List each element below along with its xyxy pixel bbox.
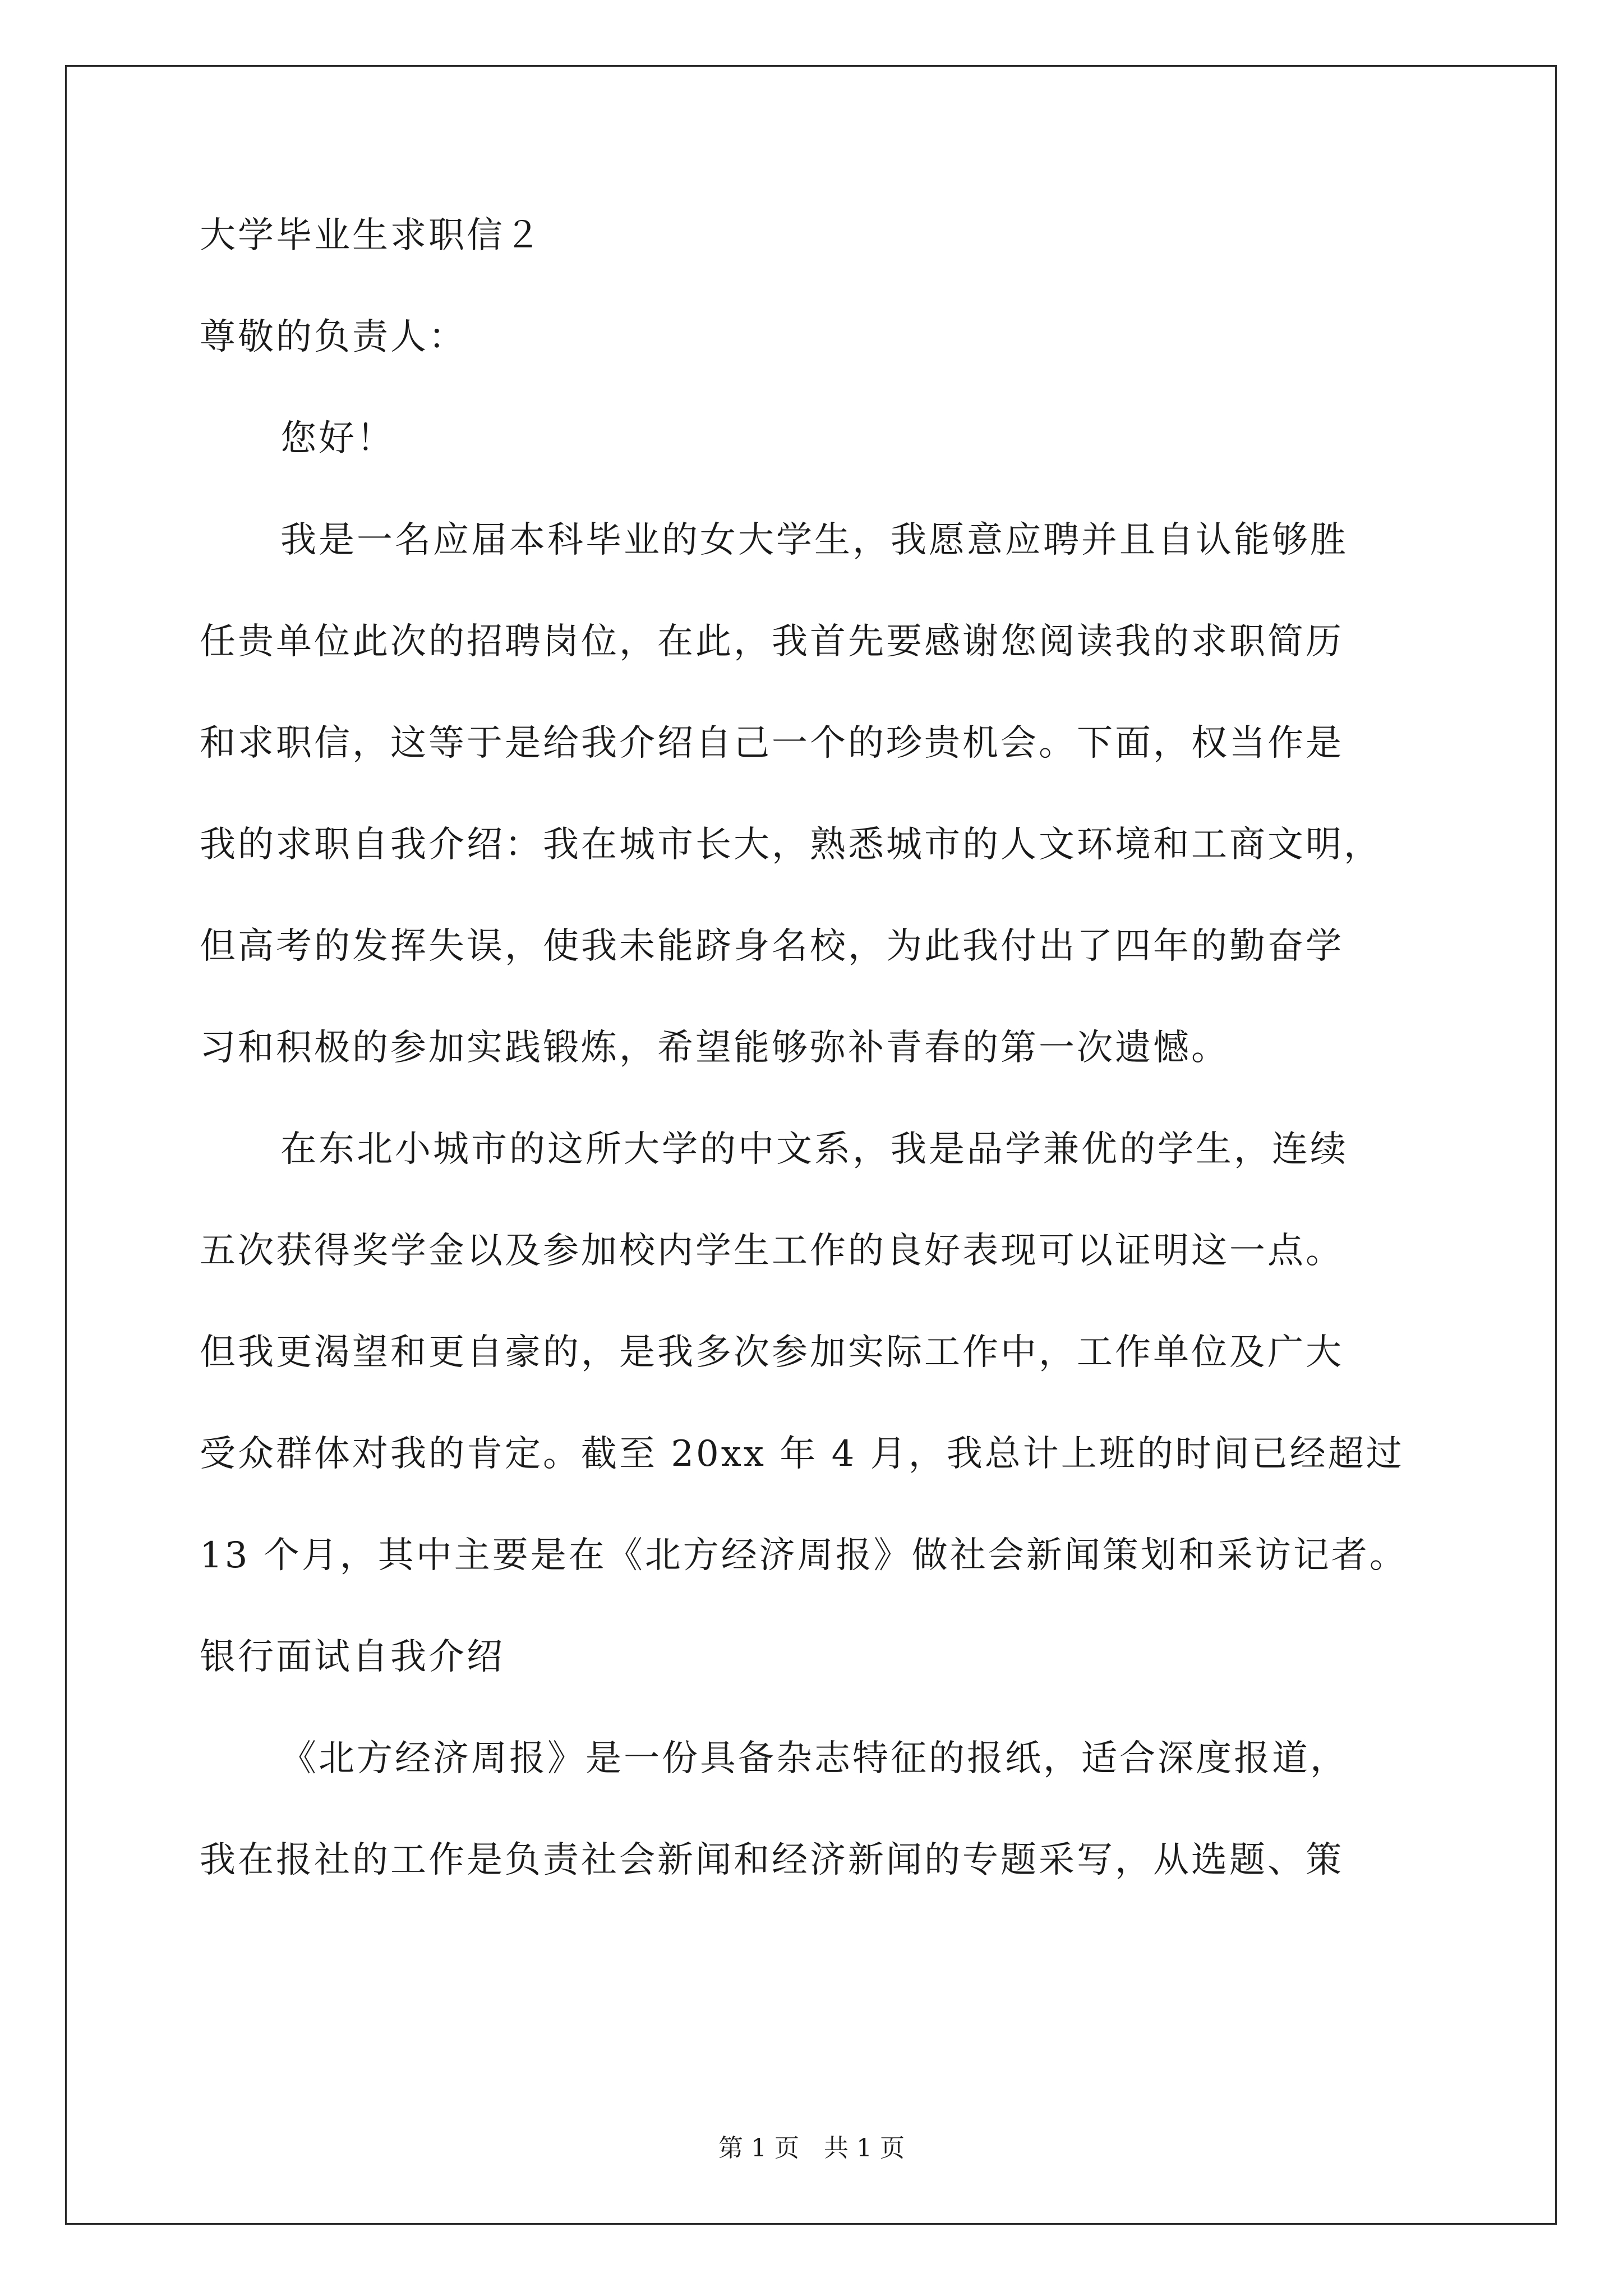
- text-line: 受众群体对我的肯定。截至 20xx 年 4 月，我总计上班的时间已经超过: [200, 1433, 1404, 1475]
- text-line: 我的求职自我介绍：我在城市长大，熟悉城市的人文环境和工商文明，: [200, 824, 1382, 866]
- greeting: 您好！: [280, 418, 395, 459]
- document-title: 大学毕业生求职信２: [200, 215, 543, 256]
- text-line: 但高考的发挥失误，使我未能跻身名校，为此我付出了四年的勤奋学: [200, 926, 1344, 967]
- text-line: 我在报社的工作是负责社会新闻和经济新闻的专题采写，从选题、策: [200, 1839, 1344, 1881]
- text-line: 任贵单位此次的招聘岗位，在此，我首先要感谢您阅读我的求职简历: [200, 621, 1344, 662]
- text-line: 银行面试自我介绍: [200, 1636, 505, 1678]
- text-line: 五次获得奖学金以及参加校内学生工作的良好表现可以证明这一点。: [200, 1230, 1344, 1272]
- text-line: 《北方经济周报》是一份具备杂志特征的报纸，适合深度报道，: [280, 1738, 1348, 1779]
- text-line: 我是一名应届本科毕业的女大学生，我愿意应聘并且自认能够胜: [280, 519, 1348, 561]
- text-line: 但我更渴望和更自豪的，是我多次参加实际工作中，工作单位及广大: [200, 1332, 1344, 1373]
- text-line: 和求职信，这等于是给我介绍自己一个的珍贵机会。下面，权当作是: [200, 723, 1344, 764]
- text-line: 在东北小城市的这所大学的中文系，我是品学兼优的学生，连续: [280, 1129, 1348, 1170]
- salutation: 尊敬的负责人：: [200, 316, 467, 358]
- text-line: 13 个月，其中主要是在《北方经济周报》做社会新闻策划和采访记者。: [200, 1535, 1408, 1576]
- page-footer: 第 1 页 共 1 页: [718, 2134, 905, 2162]
- text-line: 习和积极的参加实践锻炼，希望能够弥补青春的第一次遗憾。: [200, 1027, 1229, 1069]
